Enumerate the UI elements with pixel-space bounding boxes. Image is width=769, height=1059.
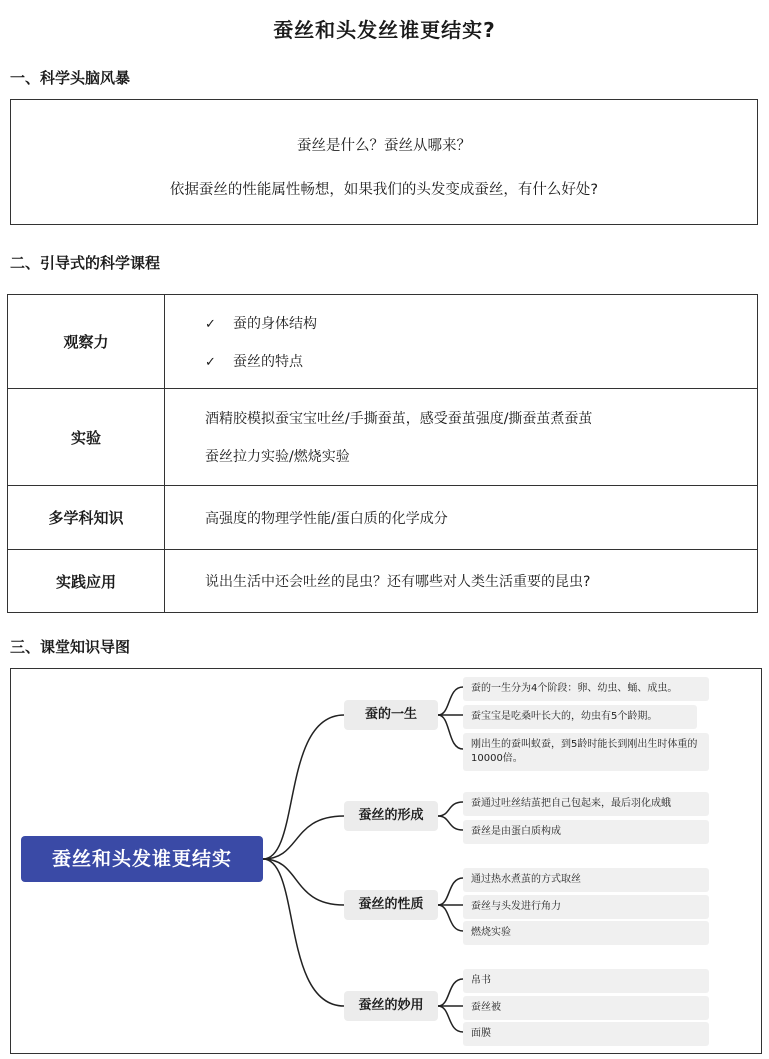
item-text: 蚕丝的特点 [233, 353, 303, 370]
table-row [8, 486, 758, 550]
section-heading-course: 二、引导式的科学课程 [10, 254, 161, 272]
item-text: 蚕的身体结构 [233, 315, 317, 332]
leaf-node: 蚕丝是由蛋白质构成 [463, 820, 709, 844]
brainstorm-question-2: 依据蚕丝的性能属性畅想，如果我们的头发变成蚕丝，有什么好处? [169, 182, 599, 198]
connector-leaf [438, 905, 463, 931]
branch-node: 蚕丝的妙用 [344, 991, 438, 1021]
row-content-observation [165, 295, 758, 389]
list-item [205, 313, 756, 333]
connector-leaf [438, 878, 463, 905]
leaf-node: 蚕丝被 [463, 996, 709, 1020]
row-label-experiment: 实验 [8, 389, 165, 486]
row-content-practice [165, 550, 758, 613]
leaf-node: 通过热水煮茧的方式取丝 [463, 868, 709, 892]
connector-leaf [438, 1006, 463, 1032]
item-text: 酒精胶模拟蚕宝宝吐丝/手撕蚕茧，感受蚕茧强度/撕蚕茧煮蚕茧 [205, 411, 593, 427]
leaf-node: 面膜 [463, 1022, 709, 1046]
row-label-observation: 观察力 [8, 295, 165, 389]
leaf-node: 燃烧实验 [463, 921, 709, 945]
page-title: 蚕丝和头发丝谁更结实? [273, 18, 496, 42]
leaf-node: 蚕通过吐丝结茧把自己包起来，最后羽化成蛾 [463, 792, 709, 816]
branch-node: 蚕丝的性质 [344, 890, 438, 920]
row-label-practice: 实践应用 [8, 550, 165, 613]
row-content-experiment [165, 389, 758, 486]
connector-leaf [438, 687, 463, 715]
item-text: 说出生活中还会吐丝的昆虫？还有哪些对人类生活重要的昆虫? [205, 574, 591, 590]
table-row [8, 295, 758, 389]
connector-leaf [438, 715, 463, 749]
leaf-node: 蚕的一生分为4个阶段：卵、幼虫、蛹、成虫。 [463, 677, 709, 701]
mind-map-root: 蚕丝和头发谁更结实 [21, 836, 263, 882]
section-heading-brainstorm: 一、科学头脑风暴 [10, 69, 131, 87]
check-icon: ✓ [205, 316, 216, 332]
branch-node: 蚕的一生 [344, 700, 438, 730]
leaf-node: 帛书 [463, 969, 709, 993]
brainstorm-question-1: 蚕丝是什么？蚕丝从哪来？ [297, 138, 471, 154]
row-label-multidisciplinary: 多学科知识 [8, 486, 165, 550]
row-content-multidisciplinary [165, 486, 758, 550]
leaf-node: 蚕丝与头发进行角力 [463, 895, 709, 919]
branch-node: 蚕丝的形成 [344, 801, 438, 831]
course-table [7, 294, 758, 613]
item-text: 高强度的物理学性能/蛋白质的化学成分 [205, 510, 448, 527]
connector-root-branch-1 [263, 715, 344, 859]
check-icon: ✓ [205, 354, 216, 370]
leaf-node: 刚出生的蚕叫蚁蚕，到5龄时能长到刚出生时体重的10000倍。 [463, 733, 709, 771]
brainstorm-box [10, 99, 758, 225]
connector-leaf [438, 816, 463, 830]
connector-leaf [438, 979, 463, 1006]
mind-map [10, 668, 762, 1054]
section-heading-mindmap: 三、课堂知识导图 [10, 638, 131, 656]
table-row [8, 389, 758, 486]
connector-root-branch-4 [263, 859, 344, 1006]
leaf-node: 蚕宝宝是吃桑叶长大的，幼虫有5个龄期。 [463, 705, 697, 729]
table-row [8, 550, 758, 613]
list-item [205, 351, 756, 371]
item-text: 蚕丝拉力实验/燃烧实验 [205, 449, 350, 465]
connector-leaf [438, 802, 463, 816]
